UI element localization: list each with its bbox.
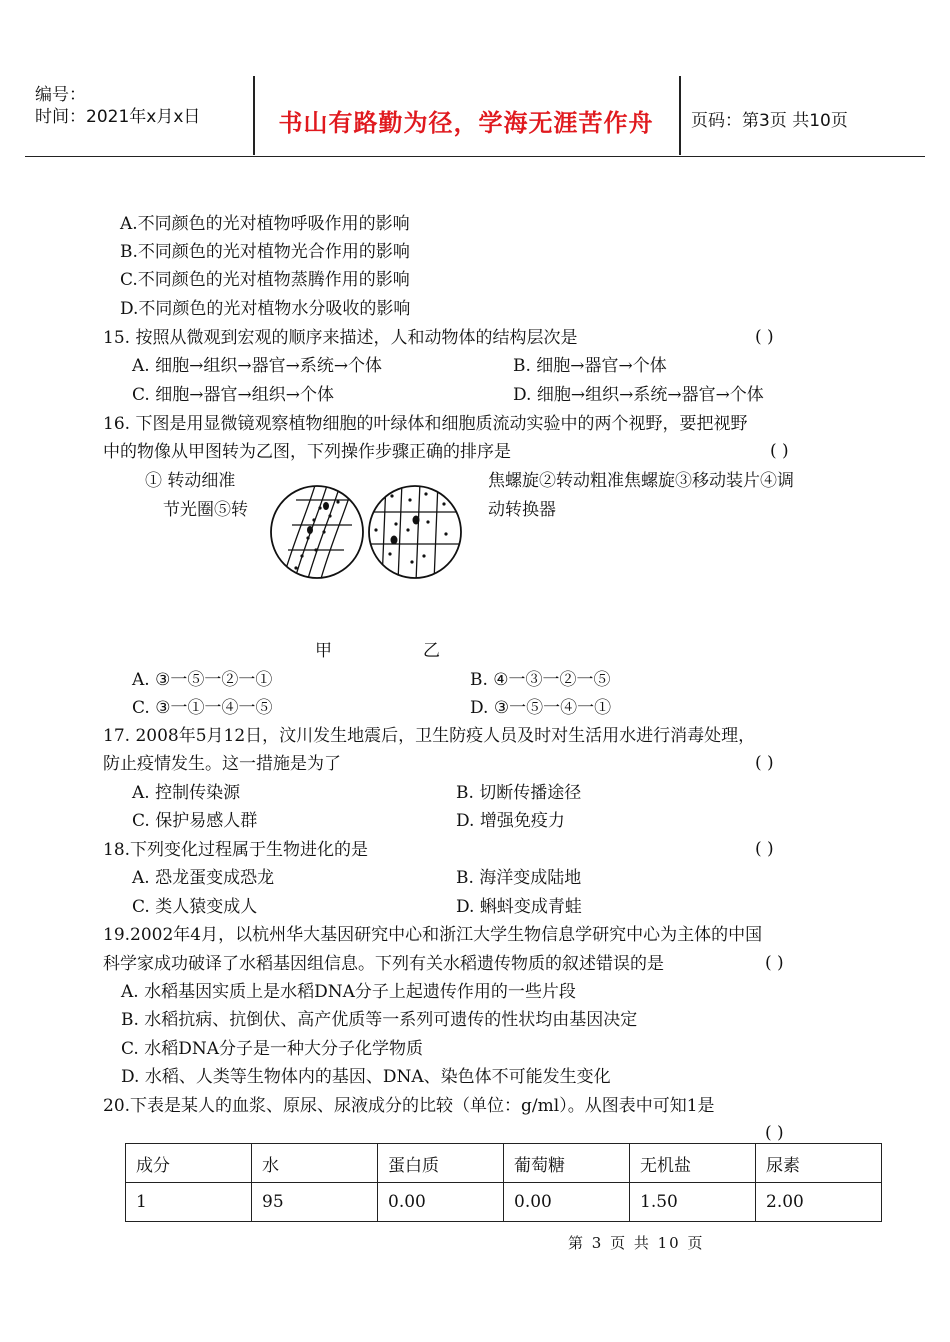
q15-option-d: D. 细胞→组织→系统→器官→个体 <box>513 385 764 405</box>
q18-option-d: D. 蝌蚪变成青蛙 <box>456 897 582 917</box>
table-cell: 1 <box>126 1183 252 1222</box>
q16-stem-line1: 16. 下图是用显微镜观察植物细胞的叶绿体和细胞质流动实验中的两个视野，要把视野 <box>103 414 748 434</box>
number-label: 编号： <box>35 85 86 105</box>
table-header-cell: 蛋白质 <box>378 1144 504 1183</box>
header-motto: 书山有路勤为径，学海无涯苦作舟 <box>278 108 654 137</box>
table-header-cell: 无机盐 <box>630 1144 756 1183</box>
q17-option-d: D. 增强免疫力 <box>456 811 565 831</box>
q15-option-c: C. 细胞→器官→组织→个体 <box>132 385 334 405</box>
view-a-image <box>271 482 363 582</box>
table-row <box>126 1183 882 1222</box>
q19-option-c: C. 水稻DNA分子是一种大分子化学物质 <box>121 1039 423 1059</box>
q16-answer-blank: ( ) <box>770 441 789 461</box>
q16-steps-right-1: 焦螺旋②转动粗准焦螺旋③移动装片④调 <box>488 471 794 491</box>
table-header-cell: 尿素 <box>756 1144 882 1183</box>
q14-option-d: D.不同颜色的光对植物水分吸收的影响 <box>120 299 411 319</box>
composition-table <box>125 1143 882 1222</box>
q19-stem-line1: 19.2002年4月，以杭州华大基因研究中心和浙江大学生物信息学研究中心为主体的中国 <box>103 925 763 945</box>
q16-option-a: A. ③一⑤一②一① <box>132 670 273 690</box>
q17-option-c: C. 保护易感人群 <box>132 811 258 831</box>
q20-answer-blank: ( ) <box>765 1123 784 1143</box>
q17-option-a: A. 控制传染源 <box>132 783 241 803</box>
q16-option-c: C. ③一①一④一⑤ <box>132 698 273 718</box>
q17-answer-blank: ( ) <box>755 753 774 773</box>
q18-answer-blank: ( ) <box>755 839 774 859</box>
q14-option-a: A.不同颜色的光对植物呼吸作用的影响 <box>120 214 410 234</box>
header-page-info: 页码：第3页 共10页 <box>691 111 848 131</box>
table-cell: 95 <box>252 1183 378 1222</box>
q14-option-b: B.不同颜色的光对植物光合作用的影响 <box>120 242 410 262</box>
q15-answer-blank: ( ) <box>755 327 774 347</box>
q16-option-d: D. ③一⑤一④一① <box>470 698 612 718</box>
microscope-views-figure <box>268 480 464 585</box>
q14-option-c: C.不同颜色的光对植物蒸腾作用的影响 <box>120 270 410 290</box>
page-footer: 第 3 页 共 10 页 <box>568 1234 705 1252</box>
q16-steps-left-1: ① 转动细准 <box>145 471 236 491</box>
table-cell: 2.00 <box>756 1183 882 1222</box>
q16-stem-line2: 中的物像从甲图转为乙图，下列操作步骤正确的排序是 <box>103 442 511 462</box>
q16-option-b: B. ④一③一②一⑤ <box>470 670 611 690</box>
table-header-cell: 水 <box>252 1144 378 1183</box>
q18-option-c: C. 类人猿变成人 <box>132 897 258 917</box>
table-cell: 0.00 <box>504 1183 630 1222</box>
q17-stem-line2: 防止疫情发生。这一措施是为了 <box>103 754 341 774</box>
q19-option-b: B. 水稻抗病、抗倒伏、高产优质等一系列可遗传的性状均由基因决定 <box>121 1010 638 1030</box>
q15-option-b: B. 细胞→器官→个体 <box>513 356 667 376</box>
page-header <box>25 76 925 157</box>
q19-stem-line2: 科学家成功破译了水稻基因组信息。下列有关水稻遗传物质的叙述错误的是 <box>103 954 664 974</box>
q17-stem-line1: 17. 2008年5月12日，汶川发生地震后，卫生防疫人员及时对生活用水进行消毒处理， <box>103 726 756 746</box>
table-header-cell: 成分 <box>126 1144 252 1183</box>
table-cell: 1.50 <box>630 1183 756 1222</box>
q17-option-b: B. 切断传播途径 <box>456 783 582 803</box>
q19-answer-blank: ( ) <box>765 953 784 973</box>
header-left <box>35 84 200 128</box>
table-header-row <box>126 1144 882 1183</box>
q15-option-a: A. 细胞→组织→器官→系统→个体 <box>132 356 383 376</box>
q18-stem: 18.下列变化过程属于生物进化的是 <box>103 840 369 860</box>
figure-label-a: 甲 <box>315 641 332 661</box>
table-header-cell: 葡萄糖 <box>504 1144 630 1183</box>
q15-stem: 15. 按照从微观到宏观的顺序来描述，人和动物体的结构层次是 <box>103 328 578 348</box>
time-label: 时间：2021年x月x日 <box>35 107 201 127</box>
q16-steps-right-2: 动转换器 <box>488 500 556 520</box>
q19-option-a: A. 水稻基因实质上是水稻DNA分子上起遗传作用的一些片段 <box>121 982 576 1002</box>
table-cell: 0.00 <box>378 1183 504 1222</box>
q16-steps-left-2: 节光圈⑤转 <box>163 500 248 520</box>
header-divider <box>679 76 681 155</box>
figure-label-b: 乙 <box>423 641 440 661</box>
q18-option-a: A. 恐龙蛋变成恐龙 <box>132 868 275 888</box>
q20-stem: 20.下表是某人的血浆、原尿、尿液成分的比较（单位：g/ml）。从图表中可知1是 <box>103 1096 715 1116</box>
view-b-image <box>368 482 462 582</box>
q18-option-b: B. 海洋变成陆地 <box>456 868 582 888</box>
q19-option-d: D. 水稻、人类等生物体内的基因、DNA、染色体不可能发生变化 <box>121 1067 611 1087</box>
